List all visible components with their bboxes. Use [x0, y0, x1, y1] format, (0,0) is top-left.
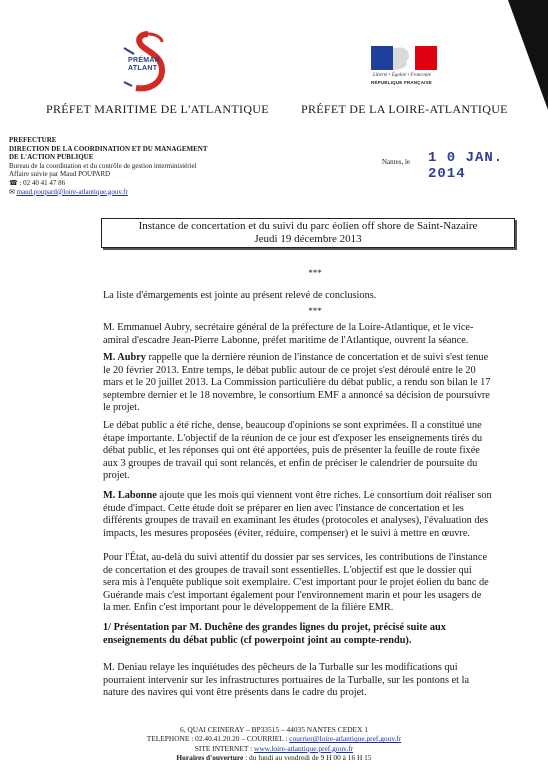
- text-line: [103, 352, 513, 365]
- footer-site-label: SITE INTERNET :: [194, 743, 254, 753]
- text-line: septembre dernier et le 18 novembre, le consortium EMF a annoncé sa décision de poursuivre: [103, 389, 490, 401]
- meeting-title: Instance de concertation et du suivi du parc éolien off shore de Saint-Nazaire: [138, 220, 478, 232]
- text-line: différents groupes de travail en examinant les études (protocoles et analyses), l'évaluation des: [103, 515, 489, 527]
- premar-logo-text-2: ATLANT: [128, 65, 158, 72]
- text-line: enseignements du débat public (cf powerpoint joint au compte-rendu).: [103, 634, 412, 646]
- text-line: étude d'impact. Cette étude doit se préparer en lien avec l'instance de concertation et les: [103, 502, 464, 514]
- paragraph-debat-public: [103, 420, 513, 483]
- phone-icon: ☎ :: [9, 178, 24, 187]
- paragraph-deniau: [103, 662, 513, 700]
- prefecture-line: PREFECTURE: [9, 136, 57, 144]
- text-line: le 20 février 2013. Entre temps, le débat public autour de ce projet s'est déroulé entre le 20: [103, 364, 476, 376]
- text-line: la mer. Enfin c'est important pour le développement de la filière EMR.: [103, 602, 394, 614]
- text-line: [103, 490, 513, 503]
- text-line: M. Deniau relaye les inquiétudes des pêcheurs de la Turballe sur les modifications qui: [103, 662, 458, 673]
- footer-hours: [0, 753, 548, 762]
- header-prefet-loire-atlantique: PRÉFET DE LA LOIRE-ATLANTIQUE: [301, 102, 508, 116]
- speaker-name: M. Aubry: [103, 352, 146, 363]
- footer-phone: TELEPHONE : 02.40.41.20.20 – COURRIEL :: [146, 734, 290, 744]
- text-line: impacts, les mesures proposées (éviter, réduire, compenser) et le suivi à mettre en œuvre.: [103, 527, 470, 539]
- affaire-line: Affaire suivie par Maud POUPARD: [9, 170, 111, 179]
- paragraph-etat: [103, 552, 513, 615]
- phone-line: [9, 179, 208, 188]
- footer-site-link[interactable]: www.loire-atlantique.pref.gouv.fr: [253, 743, 354, 753]
- separator-stars: ***: [308, 268, 322, 278]
- text-line: Guérande mais c'est important également pour l'environnement marin et pour les usagers de: [103, 589, 482, 601]
- meeting-title-box: [101, 218, 515, 248]
- phone-number: 02 40 41 47 86: [23, 178, 66, 187]
- text-line: aux 3 groupes de travail qui sont relancés, et enfin de préciser le calendrier de poursuite du: [103, 457, 478, 469]
- direction-line-2: DE L'ACTION PUBLIQUE: [9, 153, 94, 162]
- paragraph-opening: [103, 322, 513, 347]
- email-line: [9, 188, 208, 197]
- sender-email-link[interactable]: maud.poupard@loire-atlantique.gouv.fr: [16, 187, 128, 196]
- footer-email-link[interactable]: courrier@loire-atlantique.pref.gouv.fr: [289, 734, 402, 744]
- scan-corner-shadow: [508, 0, 548, 110]
- text-line: amiral d'escadre Jean-Pierre Labonne, préfet maritime de l'Atlantique, ouvrent la séance.: [103, 334, 469, 346]
- paragraph-aubry: [103, 352, 513, 415]
- date-stamp: 1 0 JAN. 2014: [428, 150, 504, 182]
- text-line: étape importante. L'objectif de la réunion de ce jour est d'exposer les enseignements tirés du: [103, 432, 483, 444]
- text-line: sera mis à l'enquête publique soit exemplaire. C'est important pour le projet éolien du banc de: [103, 577, 489, 589]
- text-line: 1/ Présentation par M. Duchêne des grandes lignes du projet, précisé suite aux: [103, 622, 446, 633]
- marianne-logo: [371, 46, 437, 92]
- mail-icon: ✉: [9, 187, 17, 196]
- marianne-profile-icon: [393, 46, 415, 70]
- text-line: de concertation et des groupes de travail sont essentielles. L'objectif est que le dossier qui: [103, 564, 472, 576]
- republic-motto: Liberté • Égalité • Fraternité: [373, 73, 431, 78]
- text-line: le projet.: [103, 402, 140, 414]
- premar-atlantique-logo: [118, 30, 180, 94]
- text-line: projet.: [103, 470, 130, 482]
- footer-hours-label: Horaires d'ouverture: [176, 753, 244, 763]
- separator-stars-2: ***: [308, 306, 322, 316]
- text-line: M. Emmanuel Aubry, secrétaire général de la préfecture de la Loire-Atlantique, et le vice-: [103, 322, 474, 333]
- text-span: ajoute que les mois qui viennent vont être riches. Le consortium doit réaliser son: [156, 490, 492, 501]
- text-line: mars et le 20 juillet 2013. La Commission particulière du débat public, a rendu son bilan le 17: [103, 377, 491, 389]
- tricolor-flag-icon: [371, 46, 437, 70]
- footer-site: [0, 744, 548, 753]
- text-line: débat public, et les réponses qui ont été apportées, puis de présenter la feuille de route fixée: [103, 445, 480, 457]
- footer-hours-text: : du lundi au vendredi de 9 H 00 à 16 H 15: [243, 753, 372, 763]
- header-prefet-maritime: PRÉFET MARITIME DE L'ATLANTIQUE: [46, 102, 269, 116]
- text-line: Pour l'État, au-delà du suivi attentif du dossier par ses services, les contributions de l'instance: [103, 552, 488, 563]
- premar-logo-text-1: PRÉMAR: [128, 57, 161, 64]
- paragraph-labonne: [103, 490, 513, 540]
- meeting-date: Jeudi 19 décembre 2013: [254, 233, 362, 245]
- section-heading-1: [103, 622, 513, 647]
- bureau-line: Bureau de la coordination et du contrôle de gestion interministériel: [9, 161, 197, 170]
- footer-contact: [0, 734, 548, 743]
- text-line: nature des navires qui vont être présents dans le cadre du projet.: [103, 687, 367, 699]
- direction-line: DIRECTION DE LA COORDINATION ET DU MANAGEMENT: [9, 144, 208, 153]
- prefecture-sender-block: [9, 136, 208, 196]
- text-span: rappelle que la dernière réunion de l'instance de concertation et de suivi s'est tenue: [145, 352, 489, 363]
- footer-address: 6, QUAI CEINERAY – BP33515 – 44035 NANTES CEDEX 1: [180, 725, 368, 734]
- text-line: pourraient intervenir sur les infrastructures portuaires de la Turballe, sur les pontons et la: [103, 674, 470, 686]
- date-label: Nantes, le: [382, 158, 410, 166]
- page-footer: [0, 725, 548, 763]
- intro-paragraph: La liste d'émargements est jointe au présent relevé de conclusions.: [103, 290, 377, 301]
- text-line: Le débat public a été riche, dense, beaucoup d'opinions se sont exprimées. Il a constitué une: [103, 420, 482, 431]
- republic-name: RÉPUBLIQUE FRANÇAISE: [371, 80, 433, 85]
- speaker-name: M. Labonne: [103, 490, 157, 501]
